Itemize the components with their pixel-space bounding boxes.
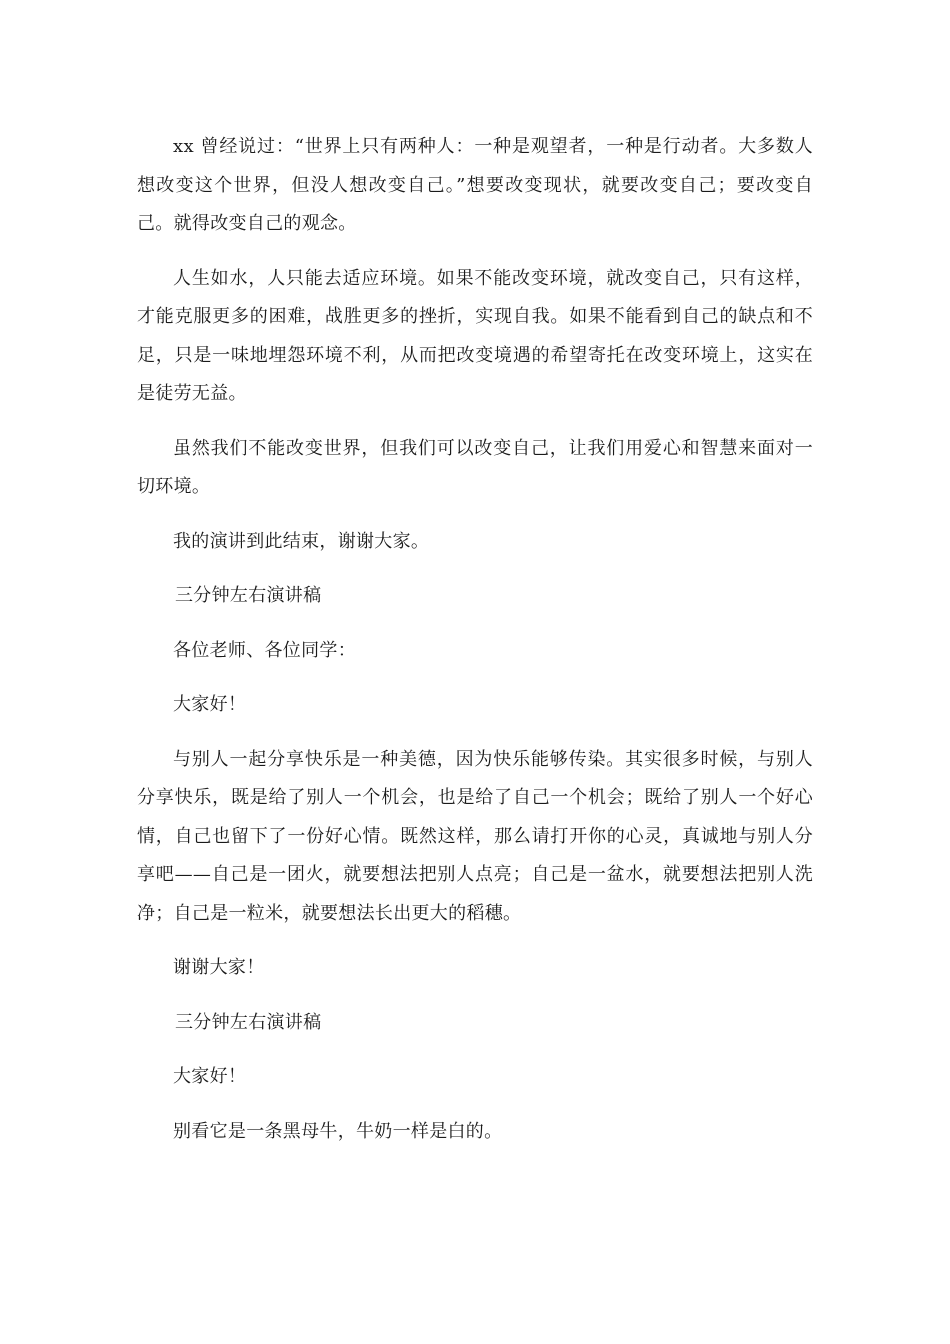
paragraph-life-like-water: 人生如水，人只能去适应环境。如果不能改变环境，就改变自己，只有这样，才能克服更多的困难，战胜更多的挫折，实现自我。如果不能看到自己的缺点和不足，只是一味地埋怨环境不利，从而把改变境遇的希望寄托在改变环境上，这实在是徒劳无益。 [137, 267, 813, 404]
paragraph-greeting-1: 大家好！ [173, 694, 247, 715]
paragraph-black-cow: 别看它是一条黑母牛，牛奶一样是白的。 [173, 1120, 503, 1142]
paragraph-salutation: 各位老师、各位同学： [173, 639, 356, 661]
document-body [137, 128, 813, 1167]
paragraph-change-self: 虽然我们不能改变世界，但我们可以改变自己，让我们用爱心和智慧来面对一切环境。 [137, 437, 813, 497]
paragraph-thanks: 谢谢大家！ [173, 957, 265, 978]
paragraph-speech-end: 我的演讲到此结束，谢谢大家。 [173, 530, 430, 552]
paragraph-share-happiness: 与别人一起分享快乐是一种美德，因为快乐能够传染。其实很多时候，与别人分享快乐，既是给了别人一个机会，也是给了自己一个机会；既给了别人一个好心情，自己也留下了一份好心情。既然这样，那么请打开你的心灵，真诚地与别人分享吧——自己是一团火，就要想法把别人点亮；自己是一盆水，就要想法把别人洗净；自己是一粒米，就要想法长出更大的稻穗。 [137, 748, 813, 924]
paragraph-greeting-2: 大家好！ [173, 1066, 247, 1087]
section-heading-1: 三分钟左右演讲稿 [175, 585, 322, 606]
paragraph-quote: xx 曾经说过：“世界上只有两种人：一种是观望者，一种是行动者。大多数人想改变这个世界，但没人想改变自己。”想要改变现状，就要改变自己；要改变自己。就得改变自己的观念。 [137, 136, 813, 234]
section-heading-2: 三分钟左右演讲稿 [175, 1011, 322, 1033]
